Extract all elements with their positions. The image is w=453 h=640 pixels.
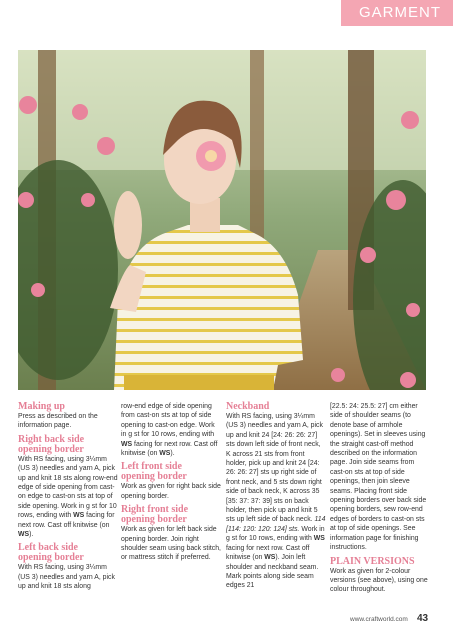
neckband-text-start: With RS facing, using 3¼mm (US 3) needles and yarn A, pick up and knit 24 [24: 26: 26: 27] sts down left side of front neck, K across 21 sts from front holder, pick up and knit 24 [24: 26: 26: 27] sts up right side of front neck, and 5 sts down right side of back neck, K across 35 [35: 37: 37: 39] sts on back holder, then pick up and knit 5 sts up left side of back neck. 114 [114: 120: 120: 124] sts. Work in g st for 10 rows, ending with WS facing for next row. Cast off knitwise (on WS). Join left shoulder and neckband seam. Mark points along side seam edges 21 [226, 413, 326, 590]
column-3 [226, 402, 326, 591]
heading-making-up: Making up [18, 401, 65, 412]
left-front-text: Work as given for right back side opening border. [121, 483, 221, 500]
right-back-text: With RS facing, using 3¼mm (US 3) needles and yarn A, pick up and knit 18 sts along row-end edge of side opening from cast-on edge to cast-on sts at top of side opening. Work in g st for 10 rows, ending with WS facing for next row. Cast off knitwise (on WS). [18, 455, 118, 539]
heading-neckband: Neckband [226, 401, 270, 412]
heading-right-back-l2: opening border [18, 443, 84, 455]
neckband-text-end: [22.5: 24: 25.5: 27] cm either side of shoulder seams (to denote base of armhole openings). Set in sleeves using the straight cast-off method described on the information page. Join side seams from cast-on sts at top of side openings, then join sleeve seams. Placing front side opening borders over back side opening borders, sew row-end edges of borders to cast-on sts at top of side openings. See information page for finishing instructions. [330, 403, 427, 552]
column-1 [18, 402, 118, 592]
heading-left-back-l2: opening border [18, 552, 84, 564]
page-number: 43 [417, 613, 429, 624]
heading-right-front-l1: Right front side [121, 504, 189, 516]
heading-left-front-l1: Left front side [121, 461, 182, 473]
section-tab: GARMENT [341, 0, 453, 26]
column-4 [330, 402, 430, 595]
heading-right-front-l2: opening border [121, 514, 187, 526]
right-front-text: Work as given for left back side opening border. Join right shoulder seam using back stitch, or mattress stitch if preferred. [121, 526, 221, 562]
model-photo [18, 50, 426, 390]
heading-plain-versions: PLAIN VERSIONS [330, 555, 415, 567]
column-2 [121, 402, 221, 563]
heading-left-back-l1: Left back side [18, 542, 78, 554]
heading-left-front-l2: opening border [121, 471, 187, 483]
plain-versions-text: Work as given for 2-colour versions (see above), using one colour throughout. [330, 567, 428, 594]
footer-url[interactable]: www.craftworld.com [350, 616, 408, 623]
heading-right-back-l1: Right back side [18, 433, 85, 445]
photo-model-sweater-icon [18, 50, 426, 390]
left-back-text-start: With RS facing, using 3¼mm (US 3) needles and yarn A, pick up and knit 18 sts along [18, 564, 115, 591]
making-up-text: Press as described on the information page. [18, 413, 98, 430]
left-back-text-end: row-end edge of side opening from cast-on sts at top of side opening to cast-on edge. Work in g st for 10 rows, ending with WS facing for next row. Cast off knitwise (on WS). [121, 403, 218, 458]
